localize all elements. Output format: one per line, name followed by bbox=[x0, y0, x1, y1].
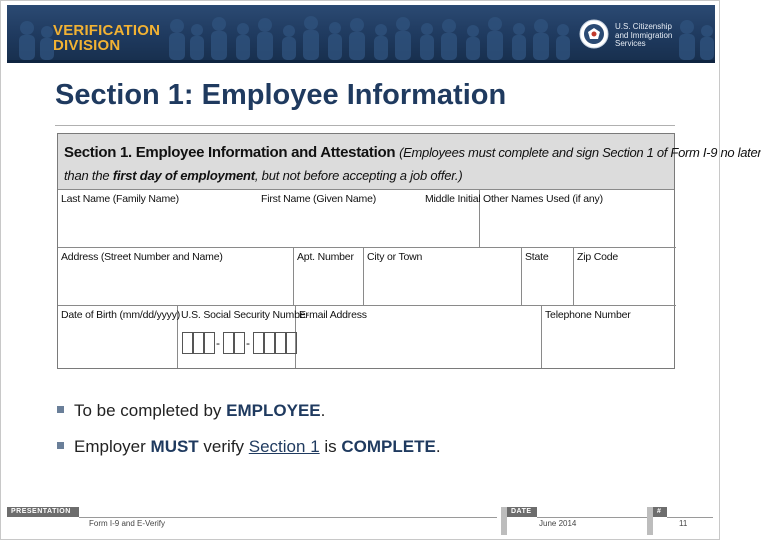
state-field: State bbox=[522, 248, 574, 306]
logo-line-1: VERIFICATION bbox=[53, 22, 161, 39]
verification-division-logo bbox=[53, 23, 160, 53]
bullet-emphasis: EMPLOYEE bbox=[226, 401, 321, 420]
slide-title: Section 1: Employee Information bbox=[55, 79, 507, 111]
ssn-box bbox=[204, 332, 215, 354]
presentation-tab: PRESENTATION bbox=[7, 507, 79, 517]
email-field: E-mail Address bbox=[296, 306, 542, 368]
ssn-label: U.S. Social Security Number bbox=[181, 309, 309, 321]
ssn-box bbox=[193, 332, 204, 354]
bullet-text: . bbox=[320, 401, 326, 420]
agency-line-2: and Immigration bbox=[615, 30, 673, 40]
footer-rule bbox=[537, 517, 647, 518]
bullet-emphasis: COMPLETE bbox=[341, 437, 436, 456]
form-heading-title: Section 1. Employee Information and Attestation bbox=[64, 144, 396, 161]
form-heading-line-1 bbox=[64, 144, 761, 161]
middle-initial-field: Middle Initial bbox=[422, 190, 480, 248]
i9-section1-form-image bbox=[57, 133, 761, 369]
presentation-date: June 2014 bbox=[539, 519, 577, 528]
first-name-field: First Name (Given Name) bbox=[258, 190, 422, 248]
bullet-text: . bbox=[435, 437, 441, 456]
city-field: City or Town bbox=[364, 248, 522, 306]
ssn-box bbox=[253, 332, 264, 354]
other-names-field: Other Names Used (if any) bbox=[480, 190, 676, 248]
ssn-box bbox=[275, 332, 286, 354]
bullet-text: verify bbox=[198, 437, 249, 456]
apt-number-field: Apt. Number bbox=[294, 248, 364, 306]
date-of-birth-field: Date of Birth (mm/dd/yyyy) bbox=[58, 306, 178, 368]
ssn-box bbox=[182, 332, 193, 354]
date-tab: DATE bbox=[507, 507, 537, 517]
bullet-item bbox=[57, 401, 325, 421]
address-field: Address (Street Number and Name) bbox=[58, 248, 294, 306]
agency-line-1: U.S. Citizenship bbox=[615, 22, 672, 31]
bullet-text: To be completed by bbox=[74, 401, 227, 420]
ssn-dash: - bbox=[216, 336, 220, 350]
presentation-name: Form I-9 and E-Verify bbox=[89, 519, 166, 528]
form-subheading-pre: than the bbox=[64, 168, 113, 183]
slide-footer bbox=[7, 507, 715, 535]
footer-rule bbox=[79, 517, 497, 518]
uscis-agency-name bbox=[615, 23, 672, 49]
form-heading-note: (Employees must complete and sign Section 1 of Form I-9 no later bbox=[399, 145, 761, 160]
logo-line-2: DIVISION bbox=[53, 37, 121, 54]
bullet-emphasis: MUST bbox=[150, 437, 199, 456]
bullet-square-icon bbox=[57, 406, 64, 413]
bullet-square-icon bbox=[57, 442, 64, 449]
header-banner bbox=[7, 5, 715, 63]
ssn-dash: - bbox=[246, 336, 250, 350]
bullet-text: is bbox=[319, 437, 342, 456]
ssn-box bbox=[264, 332, 275, 354]
last-name-field: Last Name (Family Name) bbox=[58, 190, 258, 248]
agency-line-3: Services bbox=[615, 39, 646, 48]
telephone-field: Telephone Number bbox=[545, 309, 631, 321]
page-number: 11 bbox=[679, 519, 688, 528]
section-1-link[interactable]: Section 1 bbox=[248, 437, 320, 456]
ssn-box bbox=[223, 332, 234, 354]
form-subheading-post: , but not before accepting a job offer.) bbox=[254, 168, 463, 183]
bullet-text: Employer bbox=[74, 437, 151, 456]
zip-code-field: Zip Code bbox=[574, 248, 676, 306]
title-divider bbox=[55, 125, 675, 126]
ssn-field bbox=[178, 306, 309, 368]
ssn-box bbox=[234, 332, 245, 354]
form-heading-line-2 bbox=[64, 168, 462, 183]
form-subheading-bold: first day of employment bbox=[112, 168, 255, 183]
bullet-item bbox=[57, 437, 441, 457]
footer-rule bbox=[667, 517, 713, 518]
dhs-seal-icon bbox=[579, 19, 609, 49]
page-number-tab: # bbox=[653, 507, 667, 517]
form-heading bbox=[58, 134, 761, 190]
